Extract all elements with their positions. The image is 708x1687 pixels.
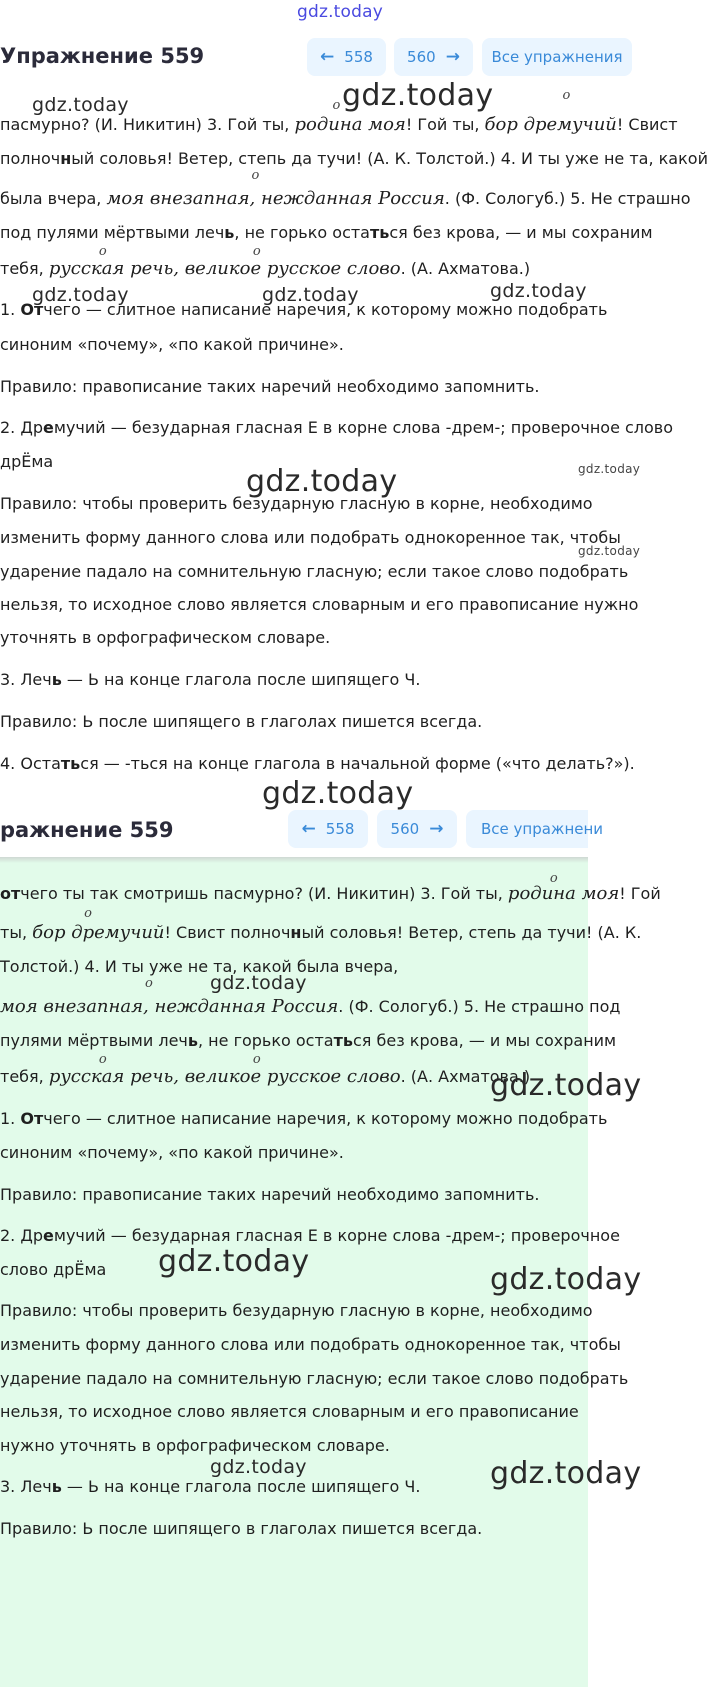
watermark: gdz.today <box>490 1262 642 1297</box>
text-line: пулями мёртвыми лечь, не горько остаться без крова, — и мы сохраним <box>0 1031 617 1050</box>
explanation-1: 1. Отчего — слитное написание наречия, к которому можно подобрать <box>0 1109 608 1128</box>
exercise-header <box>0 38 680 82</box>
explanation-2-cont: слово дрЁма <box>0 1260 107 1279</box>
divider <box>0 857 588 863</box>
rule-2-cont: нужно уточнять в орфографическом словаре. <box>0 1436 390 1455</box>
next-exercise-button[interactable] <box>394 38 473 76</box>
text-line: пасмурно? (И. Никитин) 3. Гой ты, о родина моя! Гой ты, о бор дремучий! Свист <box>0 88 678 135</box>
arrow-left-icon: ← <box>301 819 316 839</box>
rule-2-cont: изменить форму данного слова или подобрать однокоренное так, чтобы <box>0 528 621 547</box>
rule-1: Правило: правописание таких наречий необходимо запомнить. <box>0 1185 540 1204</box>
next-exercise-button[interactable] <box>377 810 457 848</box>
explanation-3: 3. Лечь — Ь на конце глагола после шипящего Ч. <box>0 1477 421 1496</box>
watermark: gdz.today <box>578 462 641 476</box>
rule-2-cont: ударение падало на сомнительную гласную; если такое слово подобрать <box>0 1369 629 1388</box>
explanation-4: 4. Остаться — -ться на конце глагола в начальной форме («что делать?»). <box>0 754 635 773</box>
text-line: о моя внезапная, нежданная Россия. (Ф. Сологуб.) 5. Не страшно под <box>0 976 621 1017</box>
exercise-header-sticky <box>0 810 680 854</box>
watermark: gdz.today <box>262 776 414 811</box>
accented-word: о родина моя <box>294 98 406 135</box>
prev-exercise-button[interactable] <box>288 810 368 848</box>
watermark: gdz.today <box>210 1456 307 1478</box>
watermark: gdz.today <box>490 1456 642 1491</box>
rule-2-cont: изменить форму данного слова или подобрать однокоренное так, чтобы <box>0 1335 621 1354</box>
watermark: gdz.today <box>578 544 641 558</box>
rule-2: Правило: чтобы проверить безударную гласную в корне, необходимо <box>0 1301 593 1320</box>
rule-2-cont: уточнять в орфографическом словаре. <box>0 628 331 647</box>
explanation-2-cont: дрЁма <box>0 452 54 471</box>
watermark: gdz.today <box>262 284 359 306</box>
rule-1: Правило: правописание таких наречий необходимо запомнить. <box>0 377 540 396</box>
all-exercises-button[interactable] <box>482 38 632 76</box>
rule-2: Правило: чтобы проверить безударную гласную в корне, необходимо <box>0 494 593 513</box>
rule-2-cont: нельзя, то исходное слово является словарным и его правописание <box>0 1402 579 1421</box>
watermark: gdz.today <box>490 1068 642 1103</box>
watermark: gdz.today <box>246 464 398 499</box>
text-line: ты, о бор дремучий! Свист полночный соловья! Ветер, степь да тучи! (А. К. <box>0 906 642 943</box>
watermark: gdz.today <box>158 1244 310 1279</box>
arrow-right-icon: → <box>445 47 460 67</box>
explanation-1-cont: синоним «почему», «по какой причине». <box>0 335 344 354</box>
text-line: была вчера, о моя внезапная, нежданная Россия. (Ф. Сологуб.) 5. Не страшно <box>0 168 691 209</box>
rule-3: Правило: Ь после шипящего в глаголах пишется всегда. <box>0 712 483 731</box>
watermark: gdz.today <box>32 94 129 116</box>
explanation-2: 2. Дремучий — безударная гласная Е в корне слова -дрем-; проверочное <box>0 1226 620 1245</box>
page-title: ражнение 559 <box>0 818 174 842</box>
rule-2-cont: ударение падало на сомнительную гласную; если такое слово подобрать <box>0 562 629 581</box>
rule-3: Правило: Ь после шипящего в глаголах пишется всегда. <box>0 1519 483 1538</box>
explanation-1-cont: синоним «почему», «по какой причине». <box>0 1143 344 1162</box>
explanation-1: 1. Отчего — слитное написание наречия, к которому можно подобрать <box>0 300 608 319</box>
watermark: gdz.today <box>210 972 307 994</box>
watermark: gdz.today <box>32 284 129 306</box>
all-exercises-label: Все упражнения <box>491 48 623 66</box>
site-brand[interactable]: gdz.today <box>296 2 384 22</box>
explanation-2: 2. Дремучий — безударная гласная Е в корне слова -дрем-; проверочное слово <box>0 418 674 437</box>
text-line: тебя, о о русская речь, великое русское слово. (А. Ахматова.) <box>0 244 531 279</box>
prev-exercise-label: 558 <box>344 48 373 66</box>
all-exercises-label: Все упражнени <box>481 820 604 838</box>
arrow-left-icon: ← <box>320 47 335 67</box>
all-exercises-button[interactable] <box>466 810 604 848</box>
page-title: Упражнение 559 <box>0 44 205 68</box>
next-exercise-label: 560 <box>390 820 420 838</box>
text-line: под пулями мёртвыми лечь, не горько остаться без крова, — и мы сохраним <box>0 223 653 242</box>
text-line: тебя, о о русская речь, великое русское слово. (А. Ахматова.) <box>0 1052 531 1087</box>
text-line: отчего ты так смотришь пасмурно? (И. Никитин) 3. Гой ты, о родина моя! Гой <box>0 871 661 904</box>
text-line: Толстой.) 4. И ты уже не та, какой была вчера, <box>0 957 399 976</box>
watermark: gdz.today <box>342 78 494 113</box>
next-exercise-label: 560 <box>407 48 436 66</box>
arrow-right-icon: → <box>429 819 444 839</box>
watermark: gdz.today <box>490 280 587 302</box>
prev-exercise-label: 558 <box>325 820 355 838</box>
explanation-3: 3. Лечь — Ь на конце глагола после шипящего Ч. <box>0 670 421 689</box>
prev-exercise-button[interactable] <box>307 38 386 76</box>
text-line: полночный соловья! Ветер, степь да тучи! (А. К. Толстой.) 4. И ты уже не та, какой <box>0 149 708 168</box>
rule-2-cont: нельзя, то исходное слово является словарным и его правописание нужно <box>0 595 639 614</box>
